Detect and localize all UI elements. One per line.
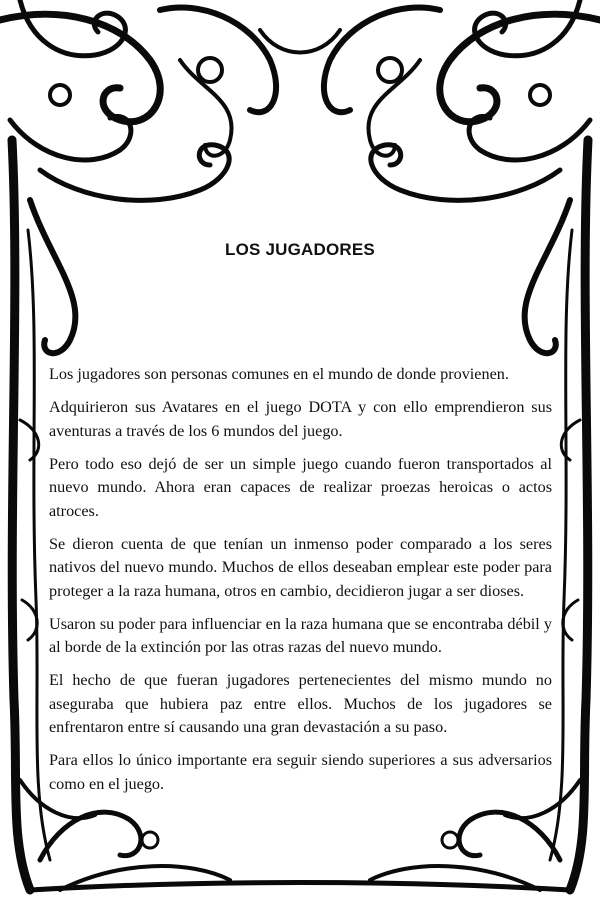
paragraph: Para ellos lo único importante era seguir siendo superiores a sus adversarios como en el juego. [49, 751, 552, 793]
body-text [49, 363, 552, 806]
top-left-swirl-5 [40, 145, 229, 201]
top-left-swirl-1 [0, 14, 160, 121]
left-inner-vine [28, 230, 50, 860]
top-right-swirl-7 [368, 60, 420, 156]
top-center-curl [260, 30, 340, 53]
paragraph: Pero todo eso dejó de ser un simple juego cuando fueron transportados al nuevo mundo. Ahora eran capaces de realizar proezas heroicas o actos atroces. [49, 454, 552, 520]
right-inner-vine [550, 230, 572, 860]
top-left-swirl-3 [10, 116, 131, 160]
top-left-swirl-7 [180, 60, 232, 156]
paragraph: Usaron su poder para influenciar en la raza humana que se encontraba débil y al borde de la extinción por las otras razas del nuevo mundo. [49, 614, 552, 656]
paragraph: Se dieron cuenta de que tenían un inmenso poder comparado a los seres nativos del nuevo mundo. Muchos de ellos deseaban emplear este poder para proteger a la raza humana, otros en cambio, decidieron jugar a ser dioses. [49, 534, 552, 600]
bottom-border-vine [30, 883, 570, 891]
bottom-left-swirl-1 [40, 812, 141, 860]
top-right-swirl-5 [371, 145, 560, 201]
top-right-swirl-3 [469, 116, 590, 160]
top-right-swirl-1 [440, 14, 600, 121]
paragraph: El hecho de que fueran jugadores pertenecientes del mismo mundo no aseguraba que hubiera paz entre ellos. Muchos de los jugadores se enfrentaron entre sí causando una gran devastación a su paso. [49, 671, 552, 736]
page-title: LOS JUGADORES [225, 240, 375, 259]
paragraph: Adquirieron sus Avatares en el juego DOTA y con ello emprendieron sus aventuras a través de los 6 mundos del juego. [49, 398, 552, 440]
paragraph: Los jugadores son personas comunes en el mundo de donde provienen. [49, 365, 509, 383]
bottom-right-swirl-1 [459, 812, 560, 860]
top-right-swirl-6 [525, 200, 570, 353]
top-left-swirl-6 [30, 200, 75, 353]
